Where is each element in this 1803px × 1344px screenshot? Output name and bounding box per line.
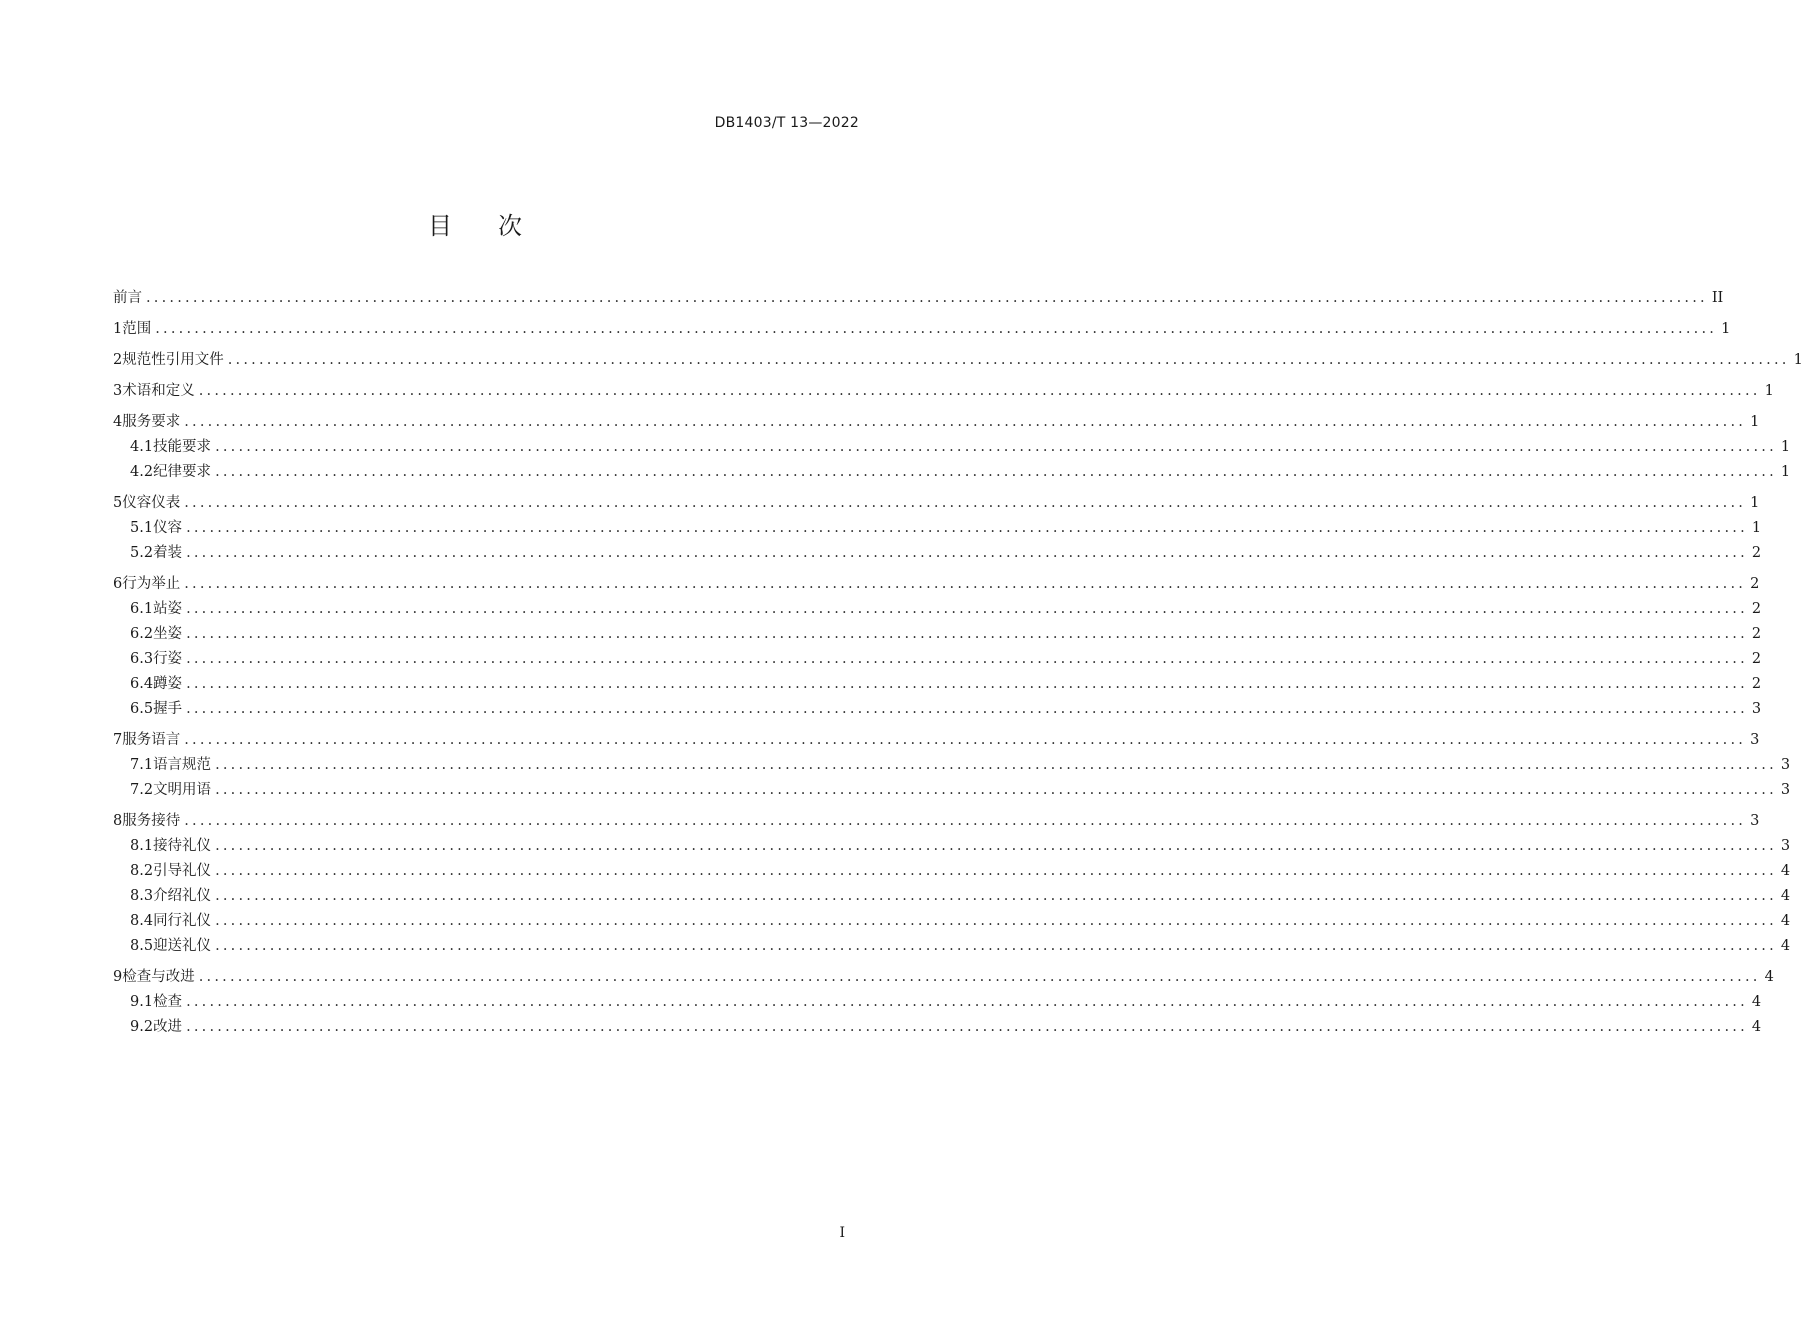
toc-entry-label: 文明用语	[153, 782, 212, 798]
toc-entry-label: 着装	[153, 545, 183, 561]
toc-entry-page: 1	[1793, 352, 1803, 368]
toc-entry-label: 规范性引用文件	[122, 352, 224, 368]
toc-entry-number: 6.5	[130, 701, 154, 717]
toc-leader-dots: ........................................................................................................................................................................................................	[186, 1019, 1748, 1035]
toc-entry-page: 2	[1751, 651, 1762, 667]
toc-entry-label: 语言规范	[153, 757, 212, 773]
toc-entry[interactable]	[113, 834, 1791, 859]
toc-leader-dots: ........................................................................................................................................................................................................	[184, 495, 1747, 511]
toc-entry[interactable]	[113, 909, 1791, 934]
toc-entry-label: 引导礼仪	[153, 863, 212, 879]
toc-entry[interactable]	[113, 753, 1791, 778]
toc-entry-label: 服务接待	[122, 813, 181, 829]
toc-leader-dots: ........................................................................................................................................................................................................	[215, 913, 1777, 929]
page-title	[0, 206, 950, 241]
toc-entry-page: 4	[1780, 913, 1791, 929]
toc-entry[interactable]	[113, 286, 1724, 311]
toc-entry[interactable]	[113, 572, 1760, 597]
toc-entry-page: 4	[1780, 863, 1791, 879]
toc-entry[interactable]	[113, 410, 1760, 435]
toc-entry-label: 行姿	[153, 651, 183, 667]
toc-leader-dots: ........................................................................................................................................................................................................	[215, 863, 1777, 879]
toc-entry-label: 术语和定义	[122, 383, 195, 399]
toc-entry[interactable]	[113, 379, 1774, 404]
toc-entry[interactable]	[113, 697, 1762, 722]
toc-entry-label: 技能要求	[153, 439, 212, 455]
toc-entry-label: 仪容仪表	[122, 495, 181, 511]
toc-entry-number: 前	[113, 290, 128, 306]
toc-leader-dots: ........................................................................................................................................................................................................	[186, 601, 1748, 617]
toc-entry-page: 2	[1750, 576, 1760, 592]
toc-entry-label: 纪律要求	[153, 464, 212, 480]
toc-entry-label: 检查	[153, 994, 183, 1010]
page-number: I	[839, 1225, 845, 1241]
toc-entry-label: 仪容	[153, 520, 183, 536]
toc-entry-number: 3	[113, 383, 123, 399]
toc-entry-number: 7	[113, 732, 123, 748]
toc-entry-page: 3	[1780, 757, 1791, 773]
toc-entry-page: 3	[1750, 732, 1760, 748]
toc-entry[interactable]	[113, 672, 1762, 697]
toc-entry-number: 5.1	[130, 520, 154, 536]
toc-entry-page: 2	[1751, 626, 1762, 642]
toc-entry-label: 服务语言	[122, 732, 181, 748]
toc-entry-number: 9.1	[130, 994, 154, 1010]
toc-leader-dots: ........................................................................................................................................................................................................	[198, 969, 1761, 985]
toc-entry[interactable]	[113, 965, 1774, 990]
toc-entry[interactable]	[113, 884, 1791, 909]
toc-entry-page: 1	[1780, 439, 1791, 455]
toc-entry-label: 服务要求	[122, 414, 181, 430]
toc-leader-dots: ........................................................................................................................................................................................................	[186, 676, 1748, 692]
toc-entry-label: 蹲姿	[153, 676, 183, 692]
toc-entry-page: II	[1711, 290, 1724, 306]
toc-leader-dots: ........................................................................................................................................................................................................	[215, 782, 1777, 798]
toc-entry[interactable]	[113, 728, 1760, 753]
toc-entry-number: 5.2	[130, 545, 154, 561]
toc-entry-page: 1	[1780, 464, 1791, 480]
toc-entry-page: 3	[1780, 838, 1791, 854]
table-of-contents	[113, 286, 1803, 1040]
toc-entry-page: 4	[1751, 994, 1762, 1010]
toc-entry[interactable]	[113, 990, 1762, 1015]
toc-entry-number: 7.1	[130, 757, 154, 773]
toc-entry-number: 8.3	[130, 888, 154, 904]
toc-entry-label: 行为举止	[122, 576, 181, 592]
toc-entry-number: 6.3	[130, 651, 154, 667]
toc-entry[interactable]	[113, 1015, 1762, 1040]
toc-leader-dots: ........................................................................................................................................................................................................	[186, 994, 1748, 1010]
toc-leader-dots: ........................................................................................................................................................................................................	[198, 383, 1761, 399]
toc-entry-page: 3	[1780, 782, 1791, 798]
toc-entry[interactable]	[113, 317, 1731, 342]
toc-leader-dots: ........................................................................................................................................................................................................	[155, 321, 1718, 337]
toc-entry-page: 3	[1751, 701, 1762, 717]
toc-entry-number: 6	[113, 576, 123, 592]
toc-entry-page: 1	[1750, 414, 1760, 430]
title-char-1: 目	[428, 212, 452, 240]
toc-entry-number: 2	[113, 352, 123, 368]
toc-entry[interactable]	[113, 348, 1803, 373]
toc-entry[interactable]	[113, 809, 1760, 834]
toc-entry-number: 6.4	[130, 676, 154, 692]
toc-leader-dots: ........................................................................................................................................................................................................	[184, 732, 1747, 748]
toc-entry-page: 1	[1764, 383, 1774, 399]
toc-entry-label: 站姿	[153, 601, 183, 617]
toc-leader-dots: ........................................................................................................................................................................................................	[184, 576, 1747, 592]
toc-entry-page: 3	[1750, 813, 1760, 829]
toc-entry-number: 6.1	[130, 601, 154, 617]
toc-entry-label: 接待礼仪	[153, 838, 212, 854]
toc-entry-number: 9.2	[130, 1019, 154, 1035]
toc-entry-label: 迎送礼仪	[153, 938, 212, 954]
toc-entry-number: 8.2	[130, 863, 154, 879]
toc-entry[interactable]	[113, 778, 1791, 803]
toc-entry-label: 范围	[122, 321, 152, 337]
toc-leader-dots: ........................................................................................................................................................................................................	[215, 464, 1777, 480]
toc-entry-label: 同行礼仪	[153, 913, 212, 929]
toc-entry-number: 4.1	[130, 439, 154, 455]
toc-entry[interactable]	[113, 435, 1791, 460]
toc-entry-label: 言	[127, 290, 142, 306]
toc-entry-number: 4	[113, 414, 123, 430]
title-char-2: 次	[498, 212, 522, 240]
toc-entry-label: 握手	[153, 701, 183, 717]
toc-leader-dots: ........................................................................................................................................................................................................	[186, 545, 1748, 561]
toc-entry-label: 坐姿	[153, 626, 183, 642]
toc-entry[interactable]	[113, 647, 1762, 672]
toc-entry-page: 2	[1751, 601, 1762, 617]
toc-leader-dots: ........................................................................................................................................................................................................	[184, 414, 1747, 430]
toc-leader-dots: ........................................................................................................................................................................................................	[186, 701, 1748, 717]
toc-leader-dots: ........................................................................................................................................................................................................	[184, 813, 1747, 829]
toc-leader-dots: ........................................................................................................................................................................................................	[215, 888, 1777, 904]
toc-entry-page: 2	[1751, 545, 1762, 561]
toc-leader-dots: ........................................................................................................................................................................................................	[215, 757, 1777, 773]
toc-entry-page: 4	[1780, 938, 1791, 954]
toc-entry-page: 1	[1750, 495, 1760, 511]
toc-entry-page: 4	[1780, 888, 1791, 904]
toc-entry-page: 2	[1751, 676, 1762, 692]
toc-entry-number: 8.4	[130, 913, 154, 929]
toc-entry[interactable]	[113, 622, 1762, 647]
toc-entry-number: 8.1	[130, 838, 154, 854]
toc-entry-label: 介绍礼仪	[153, 888, 212, 904]
toc-leader-dots: ........................................................................................................................................................................................................	[215, 838, 1777, 854]
toc-leader-dots: ........................................................................................................................................................................................................	[227, 352, 1790, 368]
toc-entry-number: 8	[113, 813, 123, 829]
toc-entry-page: 4	[1751, 1019, 1762, 1035]
toc-entry[interactable]	[113, 859, 1791, 884]
toc-entry[interactable]	[113, 541, 1762, 566]
toc-entry[interactable]	[113, 460, 1791, 485]
toc-entry-number: 7.2	[130, 782, 154, 798]
toc-entry-label: 改进	[153, 1019, 183, 1035]
toc-entry-page: 1	[1721, 321, 1731, 337]
toc-entry[interactable]	[113, 491, 1760, 516]
toc-leader-dots: ........................................................................................................................................................................................................	[215, 938, 1777, 954]
toc-entry[interactable]	[113, 516, 1762, 541]
toc-entry-number: 9	[113, 969, 123, 985]
toc-entry-number: 4.2	[130, 464, 154, 480]
toc-entry-number: 5	[113, 495, 123, 511]
toc-leader-dots: ........................................................................................................................................................................................................	[186, 651, 1748, 667]
toc-entry[interactable]	[113, 934, 1791, 959]
toc-leader-dots: ........................................................................................................................................................................................................	[186, 520, 1748, 536]
toc-leader-dots: ........................................................................................................................................................................................................	[215, 439, 1777, 455]
toc-entry-label: 检查与改进	[122, 969, 195, 985]
toc-entry-number: 6.2	[130, 626, 154, 642]
toc-leader-dots: ........................................................................................................................................................................................................	[146, 290, 1708, 306]
toc-entry-number: 1	[113, 321, 123, 337]
document-code: DB1403/T 13—2022	[714, 115, 859, 131]
toc-leader-dots: ........................................................................................................................................................................................................	[186, 626, 1748, 642]
toc-entry[interactable]	[113, 597, 1762, 622]
toc-entry-page: 4	[1764, 969, 1774, 985]
toc-entry-number: 8.5	[130, 938, 154, 954]
toc-entry-page: 1	[1751, 520, 1762, 536]
